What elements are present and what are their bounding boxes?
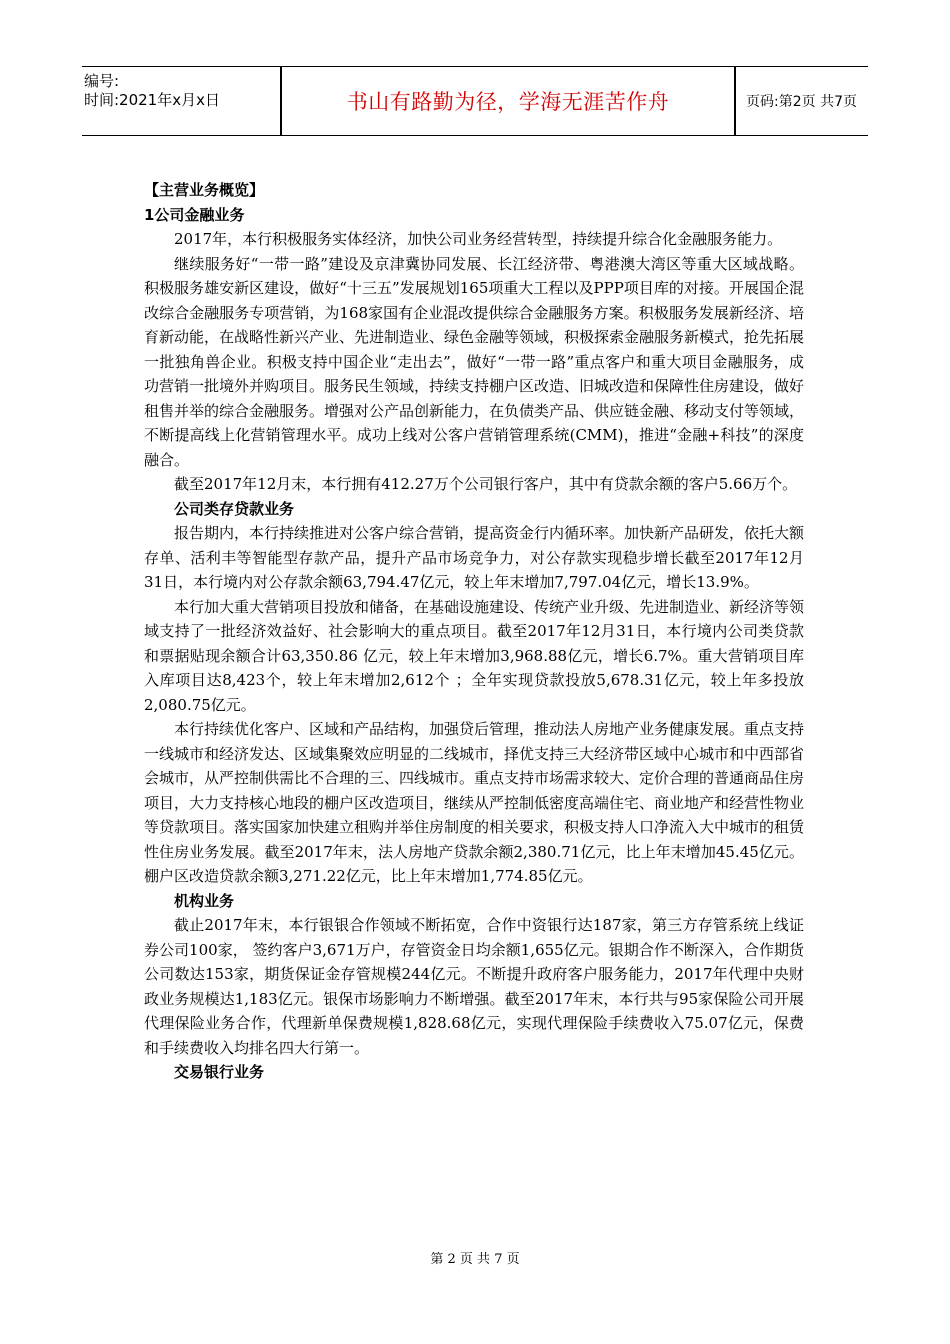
page-footer: 第 2 页 共 7 页 [430,1252,520,1267]
paragraph: 报告期内，本行持续推进对公客户综合营销，提高资金行内循环率。加快新产品研发，依托大额存单、活利丰等智能型存款产品，提升产品市场竞争力，对公存款实现稳步增长截至2017年12月31日，本行境内对公存款余额63,794.47亿元，较上年末增加7,797.04亿元，增长13.9%。 [144,524,805,591]
header-motto: 书山有路勤为径，学海无涯苦作舟 [346,90,670,114]
paragraph: 本行持续优化客户、区域和产品结构，加强贷后管理，推动法人房地产业务健康发展。重点支持一线城市和经济发达、区域集聚效应明显的二线城市，择优支持三大经济带区域中心城市和中西部省会城市，从严控制供需比不合理的三、四线城市。重点支持市场需求较大、定价合理的普通商品住房项目，大力支持核心地段的棚户区改造项目，继续从严控制低密度高端住宅、商业地产和经营性物业等贷款项目。落实国家加快建立租购并举住房制度的相关要求，积极支持人口净流入大中城市的租赁性住房业务发展。截至2017年末，法人房地产贷款余额2,380.71亿元，比上年末增加45.45亿元。棚户区改造贷款余额3,271.22亿元，比上年末增加1,774.85亿元。 [144,720,805,885]
page-header [82,66,868,136]
header-number: 编号: [84,72,120,90]
document-body [144,178,804,1085]
paragraph: 截止2017年末，本行银银合作领域不断拓宽，合作中资银行达187家，第三方存管系统上线证券公司100家， 签约客户3,671万户，存管资金日均余额1,655亿元。银期合作不断深入，合作期货公司数达153家，期货保证金存管规模244亿元。不断提升政府客户服务能力，2017年代理中央财政业务规模达1,183亿元。银保市场影响力不断增强。截至2017年末，本行共与95家保险公司开展代理保险业务合作，代理新单保费规模1,828.68亿元，实现代理保险手续费收入75.07亿元，保费和手续费收入均排名四大行第一。 [144,916,804,1057]
overview-heading: 【主营业务概览】 [144,181,265,199]
section-heading-corporate-finance: 1公司金融业务 [144,205,245,224]
paragraph: 本行加大重大营销项目投放和储备，在基础设施建设、传统产业升级、先进制造业、新经济等领域支持了一批经济效益好、社会影响大的重点项目。截至2017年12月31日，本行境内公司类贷款和票据贴现余额合计63,350.86 亿元，较上年末增加3,968.88亿元，增长6.7%。重大营销项目库入库项目达8,423个，较上年末增加2,612个 ；全年实现贷款投放5,678.31亿元，较上年多投放2,080.75亿元。 [144,597,805,714]
paragraph: 截至2017年12月末，本行拥有412.27万个公司银行客户，其中有贷款余额的客户5.66万个。 [174,475,798,493]
paragraph: 2017年，本行积极服务实体经济，加快公司业务经营转型，持续提升综合化金融服务能力。 [174,230,783,248]
header-divider-2 [734,67,736,135]
header-meta [84,72,280,110]
paragraph: 继续服务好“一带一路”建设及京津冀协同发展、长江经济带、粤港澳大湾区等重大区域战略。积极服务雄安新区建设，做好“十三五”发展规划165项重大工程以及PPP项目库的对接。开展国企混改综合金融服务专项营销，为168家国有企业混改提供综合金融服务方案。积极服务发展新经济、培育新动能，在战略性新兴产业、先进制造业、绿色金融等领域，积极探索金融服务新模式，抢先拓展一批独角兽企业。积极支持中国企业“走出去”，做好“一带一路”重点客户和重大项目金融服务，成功营销一批境外并购项目。服务民生领域，持续支持棚户区改造、旧城改造和保障性住房建设，做好租售并举的综合金融服务。增强对公产品创新能力，在负债类产品、供应链金融、移动支付等领域，不断提高线上化营销管理水平。成功上线对公客户营销管理系统(CMM)，推进“金融+科技”的深度融合。 [144,254,805,469]
header-date: 时间:2021年x月x日 [84,91,220,109]
section-heading-deposits-loans: 公司类存贷款业务 [174,499,295,518]
section-heading-institutional: 机构业务 [174,891,235,910]
section-heading-transaction-banking: 交易银行业务 [174,1063,265,1081]
header-page-info: 页码:第2页 共7页 [746,94,857,110]
